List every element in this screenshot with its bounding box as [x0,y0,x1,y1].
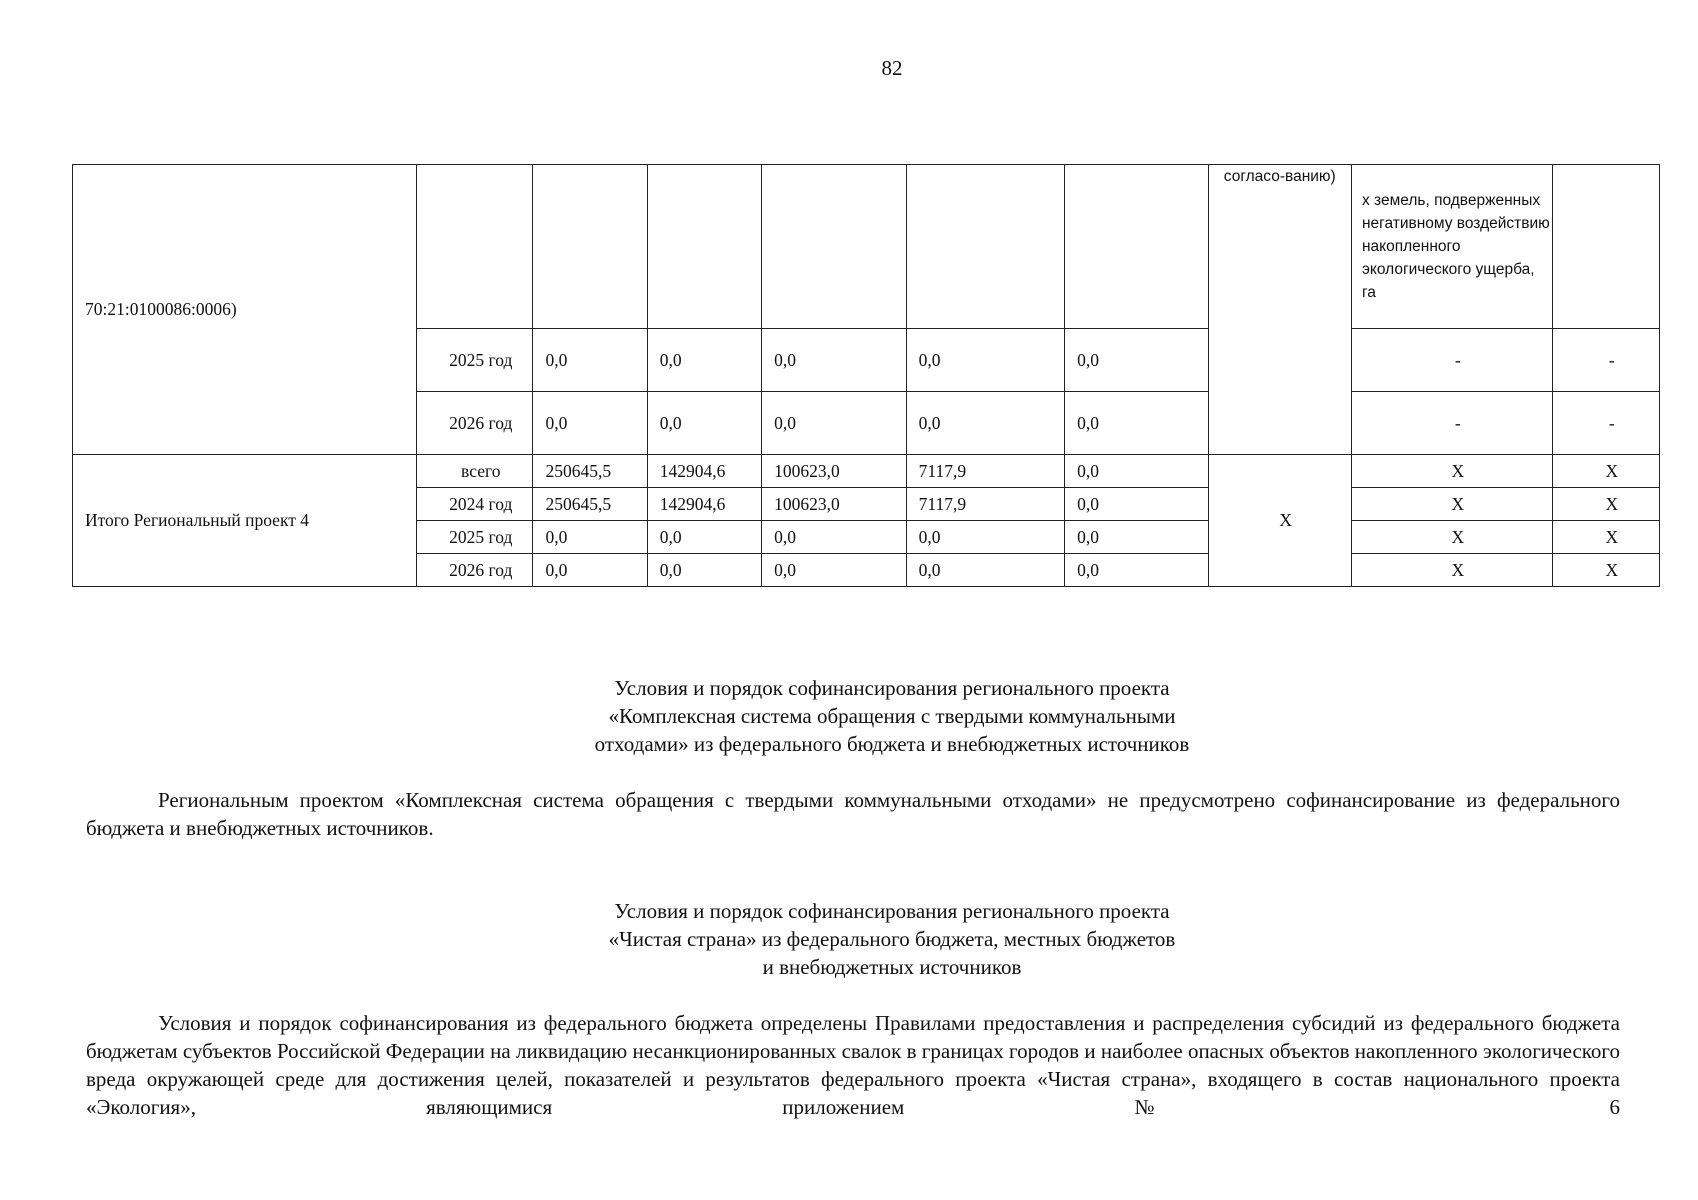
year-cell [417,165,533,329]
indicator-cell: - [1351,329,1552,392]
indicator-value-cell: Х [1552,488,1659,521]
value-cell: 7117,9 [906,488,1064,521]
budget-table-container [72,164,1660,587]
indicator-value-cell: Х [1552,455,1659,488]
value-cell: 0,0 [647,329,761,392]
value-cell: 0,0 [533,392,647,455]
value-cell: 0,0 [647,554,761,587]
section-title-tko [0,674,1698,758]
indicator-value-cell: - [1552,392,1659,455]
title-line: и внебюджетных источников [762,955,1022,979]
indicator-value-cell: Х [1552,521,1659,554]
indicator-cell: Х [1351,521,1552,554]
indicator-cell: Х [1351,455,1552,488]
total-label-cell: Итого Региональный проект 4 [73,455,417,587]
title-line: отходами» из федерального бюджета и внебюджетных источников [594,732,1190,756]
value-cell: 0,0 [1065,521,1208,554]
value-cell: 100623,0 [762,488,906,521]
year-cell: 2026 год [417,554,533,587]
table-row [73,455,1660,488]
value-cell: 0,0 [906,392,1064,455]
value-cell: 0,0 [1065,329,1208,392]
title-line: Условия и порядок софинансирования регионального проекта [614,676,1170,700]
year-cell: 2025 год [417,329,533,392]
year-cell: 2025 год [417,521,533,554]
page-number: 82 [881,56,903,80]
year-cell: 2024 год [417,488,533,521]
title-line: «Чистая страна» из федерального бюджета, местных бюджетов [608,927,1176,951]
value-cell: 0,0 [762,554,906,587]
value-cell: 0,0 [647,392,761,455]
value-cell: 250645,5 [533,488,647,521]
value-cell: 0,0 [1065,554,1208,587]
value-cell: 0,0 [1065,488,1208,521]
value-cell: 0,0 [762,392,906,455]
budget-table [72,164,1660,587]
indicator-value-cell [1552,165,1659,329]
value-cell [906,165,1064,329]
section-title-clean-country [0,897,1698,981]
value-cell: 0,0 [762,329,906,392]
indicator-value-cell: Х [1552,554,1659,587]
value-cell: 0,0 [762,521,906,554]
value-cell [647,165,761,329]
value-cell: 0,0 [1065,392,1208,455]
table-row [73,165,1660,329]
note-cell: согласо-ванию) [1208,165,1351,455]
value-cell: 0,0 [533,521,647,554]
indicator-cell: - [1351,392,1552,455]
value-cell: 0,0 [647,521,761,554]
value-cell: 142904,6 [647,488,761,521]
paragraph-tko: Региональным проектом «Комплексная система обращения с твердыми коммунальными отходами» не предусмотрено софинансирование из федерального бюджета и внебюджетных источников. [86,788,1620,840]
value-cell: 0,0 [906,329,1064,392]
value-cell: 0,0 [1065,455,1208,488]
value-cell [762,165,906,329]
value-cell [1065,165,1208,329]
value-cell: 142904,6 [647,455,761,488]
object-cell: 70:21:0100086:0006) [73,165,417,455]
indicator-value-cell: - [1552,329,1659,392]
indicator-cell: х земель, подверженных негативному воздействию накопленного экологического ущерба, га [1351,165,1552,329]
year-cell: всего [417,455,533,488]
paragraph-clean-country: Условия и порядок софинансирования из федерального бюджета определены Правилами предоставления и распределения субсидий из федерального бюджета бюджетам субъектов Российской Федерации на ликвидацию несанкционированных свалок в границах городов и наиболее опасных объектов накопленного экологического вреда окружающей среде для достижения целей, показателей и результатов федерального проекта «Чистая страна», входящего в состав национального проекта «Экология», являющимися приложением № 6 [86,1011,1620,1119]
title-line: Условия и порядок софинансирования регионального проекта [614,899,1170,923]
title-line: «Комплексная система обращения с твердыми коммунальными [608,704,1176,728]
value-cell: 0,0 [906,554,1064,587]
indicator-cell: Х [1351,488,1552,521]
value-cell: 0,0 [533,329,647,392]
value-cell: 250645,5 [533,455,647,488]
indicator-cell: Х [1351,554,1552,587]
value-cell: 0,0 [533,554,647,587]
value-cell: 7117,9 [906,455,1064,488]
value-cell: 0,0 [906,521,1064,554]
year-cell: 2026 год [417,392,533,455]
value-cell [533,165,647,329]
total-mark-cell: Х [1208,455,1351,587]
value-cell: 100623,0 [762,455,906,488]
